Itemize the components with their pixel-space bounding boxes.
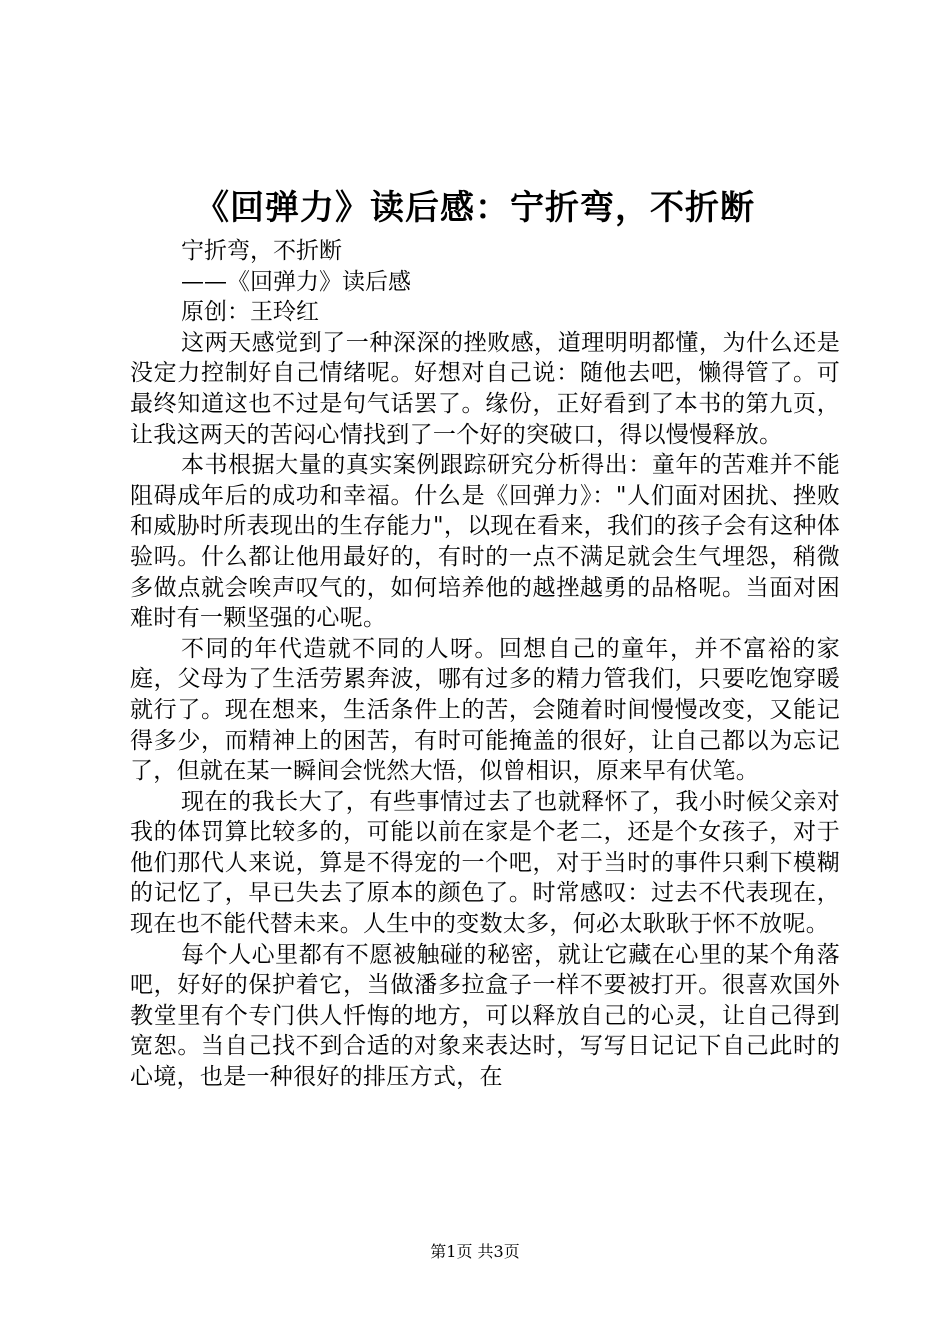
book-reference-line: ——《回弹力》读后感 [181, 268, 411, 295]
author-line: 原创：王玲红 [181, 299, 319, 326]
paragraph: 不同的年代造就不同的人呀。回想自己的童年，并不富裕的家庭，父母为了生活劳累奔波，哪有过多的精力管我们，只要吃饱穿暖就行了。现在想来，生活条件上的苦，会随着时间慢慢改变，又能记得多少，而精神上的困苦，有时可能掩盖的很好，让自己都以为忘记了，但就在某一瞬间会恍然大悟，似曾相识，原来早有伏笔。 [130, 635, 840, 785]
paragraph: 现在的我长大了，有些事情过去了也就释怀了，我小时候父亲对我的体罚算比较多的，可能以前在家是个老二，还是个女孩子，对于他们那代人来说，算是不得宠的一个吧，对于当时的事件只剩下模糊的记忆了，早已失去了原本的颜色了。时常感叹：过去不代表现在，现在也不能代替未来。人生中的变数太多，何必太耿耿于怀不放呢。 [130, 788, 840, 938]
paragraph: 本书根据大量的真实案例跟踪研究分析得出：童年的苦难并不能阻碍成年后的成功和幸福。什么是《回弹力》："人们面对困扰、挫败和威胁时所表现出的生存能力"，以现在看来，我们的孩子会有这种体验吗。什么都让他用最好的，有时的一点不满足就会生气埋怨，稍微多做点就会唉声叹气的，如何培养他的越挫越勇的品格呢。当面对困难时有一颗坚强的心呢。 [130, 452, 840, 632]
paragraph: 这两天感觉到了一种深深的挫败感，道理明明都懂，为什么还是没定力控制好自己情绪呢。好想对自己说：随他去吧，懒得管了。可最终知道这也不过是句气话罢了。缘份，正好看到了本书的第九页，让我这两天的苦闷心情找到了一个好的突破口，得以慢慢释放。 [130, 329, 840, 448]
subtitle-line: 宁折弯，不折断 [181, 238, 342, 264]
page-number-footer: 第1页 共3页 [430, 1242, 520, 1261]
document-title: 《回弹力》读后感：宁折弯，不折断 [195, 188, 755, 228]
document-body [130, 236, 840, 1093]
paragraph: 每个人心里都有不愿被触碰的秘密，就让它藏在心里的某个角落吧，好好的保护着它，当做潘多拉盒子一样不要被打开。很喜欢国外教堂里有个专门供人忏悔的地方，可以释放自己的心灵，让自己得到宽恕。当自己找不到合适的对象来表达时，写写日记记下自己此时的心境，也是一种很好的排压方式，在 [130, 941, 840, 1091]
